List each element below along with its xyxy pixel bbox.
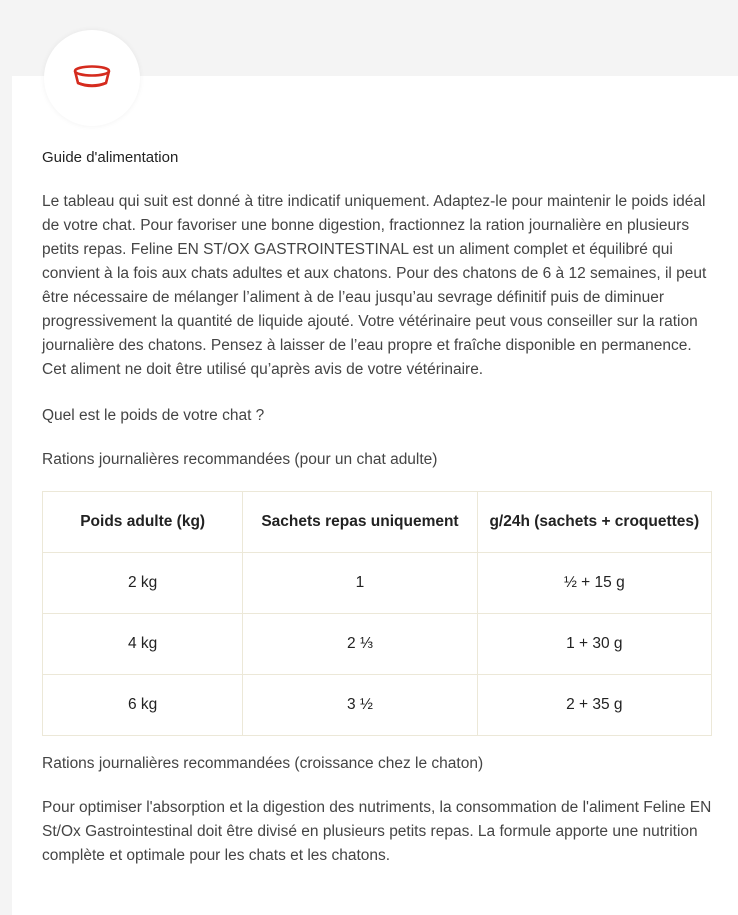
table-cell: 1 + 30 g bbox=[477, 614, 711, 675]
intro-paragraph: Le tableau qui suit est donné à titre indicatif uniquement. Adaptez-le pour maintenir le poids idéal de votre chat. Pour favoriser une bonne digestion, fractionnez la ration journalière en plusieurs petits repas. Feline EN ST/OX GASTROINTESTINAL est un aliment complet et équilibré qui convient à la fois aux chats adultes et aux chatons. Pour des chatons de 6 à 12 semaines, il peut être nécessaire de mélanger l’aliment à de l’eau jusqu’au sevrage définitif puis de diminuer progressivement la quantité de liquide ajouté. Votre vétérinaire peut vous conseiller sur la ration journalière des chatons. Pensez à laisser de l’eau propre et fraîche disponible en permanence. Cet aliment ne doit être utilisé qu’après avis de votre vétérinaire. bbox=[42, 193, 707, 378]
table-row bbox=[43, 553, 712, 614]
table-row bbox=[43, 675, 712, 736]
table-header-cell: Sachets repas uniquement bbox=[243, 492, 477, 553]
section-title: Guide d'alimentation bbox=[42, 149, 179, 166]
table-cell: 4 kg bbox=[43, 614, 243, 675]
table-cell: 2 + 35 g bbox=[477, 675, 711, 736]
table-header-cell: Poids adulte (kg) bbox=[43, 492, 243, 553]
food-bowl-badge bbox=[44, 30, 140, 126]
table-cell: 1 bbox=[243, 553, 477, 614]
table-cell: 2 ⅓ bbox=[243, 614, 477, 675]
table-cell: 2 kg bbox=[43, 553, 243, 614]
outro-paragraph: Pour optimiser l'absorption et la digestion des nutriments, la consommation de l'aliment Feline EN St/Ox Gastrointestinal doit être divisé en plusieurs petits repas. La formule apporte une nutrition complète et optimale pour les chats et les chatons. bbox=[42, 799, 712, 864]
food-bowl-icon bbox=[70, 63, 114, 93]
rations-table bbox=[42, 491, 712, 736]
table-header-cell: g/24h (sachets + croquettes) bbox=[477, 492, 711, 553]
feeding-guide-content bbox=[42, 148, 714, 868]
table-cell: 6 kg bbox=[43, 675, 243, 736]
table-cell: 3 ½ bbox=[243, 675, 477, 736]
table-row bbox=[43, 614, 712, 675]
adult-rations-label: Rations journalières recommandées (pour un chat adulte) bbox=[42, 451, 438, 468]
table-cell: ½ + 15 g bbox=[477, 553, 711, 614]
table-header-row bbox=[43, 492, 712, 553]
kitten-rations-label: Rations journalières recommandées (croissance chez le chaton) bbox=[42, 755, 484, 772]
weight-question: Quel est le poids de votre chat ? bbox=[42, 407, 265, 424]
